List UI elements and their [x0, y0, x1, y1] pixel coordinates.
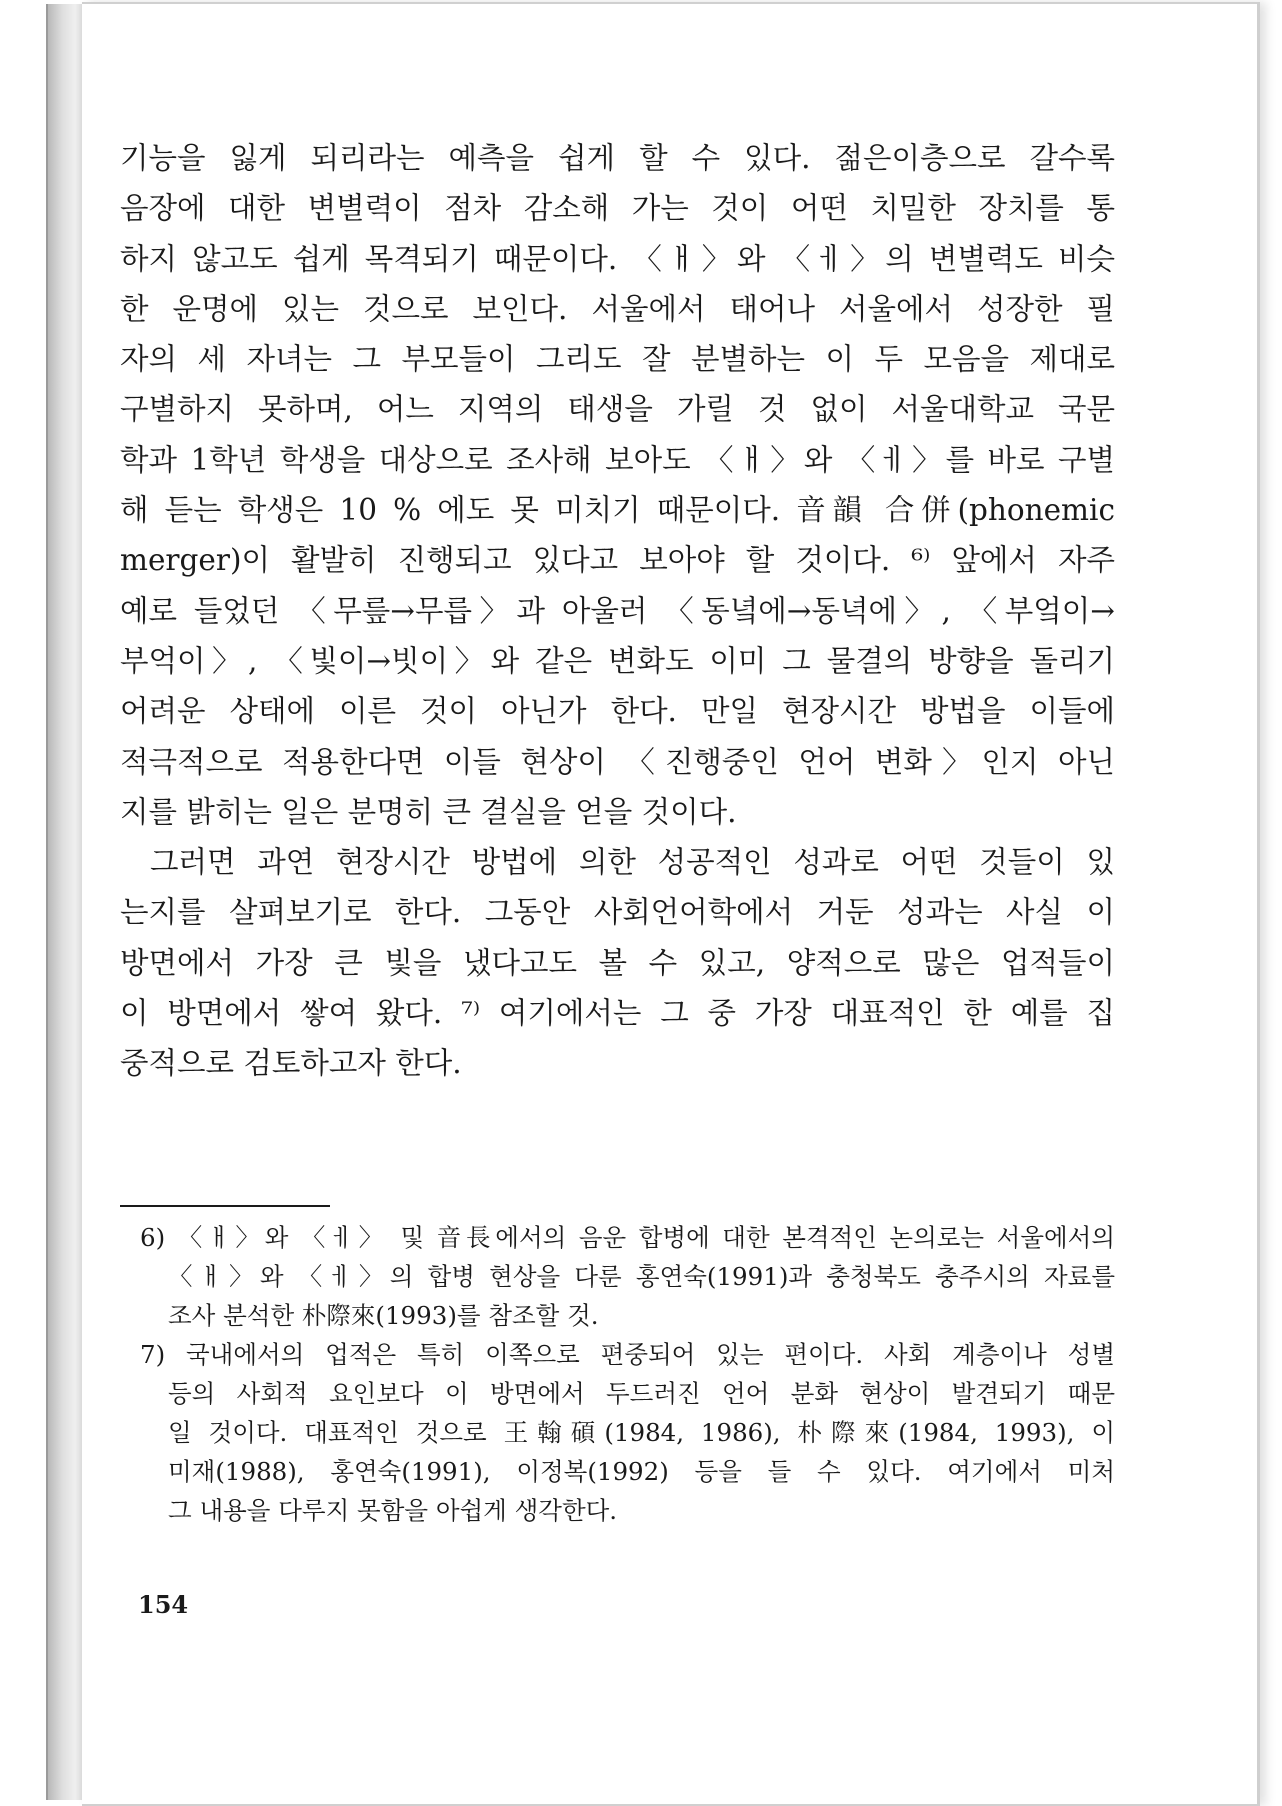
footnote-line: 미재(1988), 홍연숙(1991), 이정복(1992) 등을 들 수 있다. 여기에서 미처: [168, 1457, 1115, 1486]
paragraph-start-line: 그러면 과연 현장시간 방법에 의한 성공적인 성과로 어떤 것들이 있: [150, 845, 1115, 880]
body-line: 어려운 상태에 이른 것이 아닌가 한다. 만일 현장시간 방법을 이들에: [120, 694, 1115, 729]
footnotes: [140, 1218, 1115, 1530]
book-spine: [46, 4, 84, 1800]
body-line: 해 듣는 학생은 10 % 에도 못 미치기 때문이다. 音韻 合併(phonemic: [120, 493, 1115, 528]
body-line: merger)이 활발히 진행되고 있다고 보아야 할 것이다. ⁶⁾ 앞에서 자주: [120, 543, 1115, 578]
footnote-divider: [120, 1205, 330, 1207]
body-line: 부억이〉, 〈빛이→빗이〉와 같은 변화도 이미 그 물결의 방향을 돌리기: [120, 643, 1115, 678]
page-number: 154: [138, 1590, 189, 1619]
body-line: 자의 세 자녀는 그 부모들이 그리도 잘 분별하는 이 두 모음을 제대로: [120, 342, 1115, 377]
footnote-line: 조사 분석한 朴際來(1993)를 참조할 것.: [168, 1301, 599, 1330]
footnote-7: [140, 1335, 1115, 1530]
footnote-line: 6) 〈ㅐ〉와 〈ㅔ〉 및 音長에서의 음운 합병에 대한 본격적인 논의로는 서울에서의: [140, 1223, 1115, 1252]
body-line: 중적으로 검토하고자 한다.: [120, 1046, 462, 1081]
body-text: [120, 133, 1115, 1089]
body-line: 학과 1학년 학생을 대상으로 조사해 보아도 〈ㅐ〉와 〈ㅔ〉를 바로 구별: [120, 442, 1115, 477]
body-line: 방면에서 가장 큰 빛을 냈다고도 볼 수 있고, 양적으로 많은 업적들이: [120, 945, 1115, 980]
footnote-line: 〈ㅐ〉와 〈ㅔ〉의 합병 현상을 다룬 홍연숙(1991)과 충청북도 충주시의 자료를: [168, 1262, 1115, 1291]
body-line: 지를 밝히는 일은 분명히 큰 결실을 얻을 것이다.: [120, 794, 737, 829]
footnote-line: 7) 국내에서의 업적은 특히 이쪽으로 편중되어 있는 편이다. 사회 계층이나 성별: [140, 1340, 1115, 1369]
body-line: 구별하지 못하며, 어느 지역의 태생을 가릴 것 없이 서울대학교 국문: [120, 392, 1115, 427]
footnote-6: [140, 1218, 1115, 1335]
body-line: 예로 들었던 〈무릎→무릅〉과 아울러 〈동녘에→동녁에〉, 〈부엌이→: [120, 593, 1115, 628]
body-line: 한 운명에 있는 것으로 보인다. 서울에서 태어나 서울에서 성장한 필: [120, 291, 1115, 326]
body-line: 이 방면에서 쌓여 왔다. ⁷⁾ 여기에서는 그 중 가장 대표적인 한 예를 집: [120, 996, 1115, 1031]
body-line: 하지 않고도 쉽게 목격되기 때문이다. 〈ㅐ〉와 〈ㅔ〉의 변별력도 비슷: [120, 241, 1115, 276]
footnote-line: 일 것이다. 대표적인 것으로 王翰碩(1984, 1986), 朴際來(1984, 1993), 이: [168, 1418, 1115, 1447]
footnote-line: 그 내용을 다루지 못함을 아쉽게 생각한다.: [168, 1496, 618, 1525]
body-line: 기능을 잃게 되리라는 예측을 쉽게 할 수 있다. 젊은이층으로 갈수록: [120, 141, 1115, 175]
footnote-line: 등의 사회적 요인보다 이 방면에서 두드러진 언어 분화 현상이 발견되기 때문: [168, 1379, 1115, 1408]
body-line: 는지를 살펴보기로 한다. 그동안 사회언어학에서 거둔 성과는 사실 이: [120, 895, 1115, 930]
body-line: 음장에 대한 변별력이 점차 감소해 가는 것이 어떤 치밀한 장치를 통: [120, 191, 1115, 226]
body-line: 적극적으로 적용한다면 이들 현상이 〈진행중인 언어 변화〉인지 아닌: [120, 744, 1115, 779]
